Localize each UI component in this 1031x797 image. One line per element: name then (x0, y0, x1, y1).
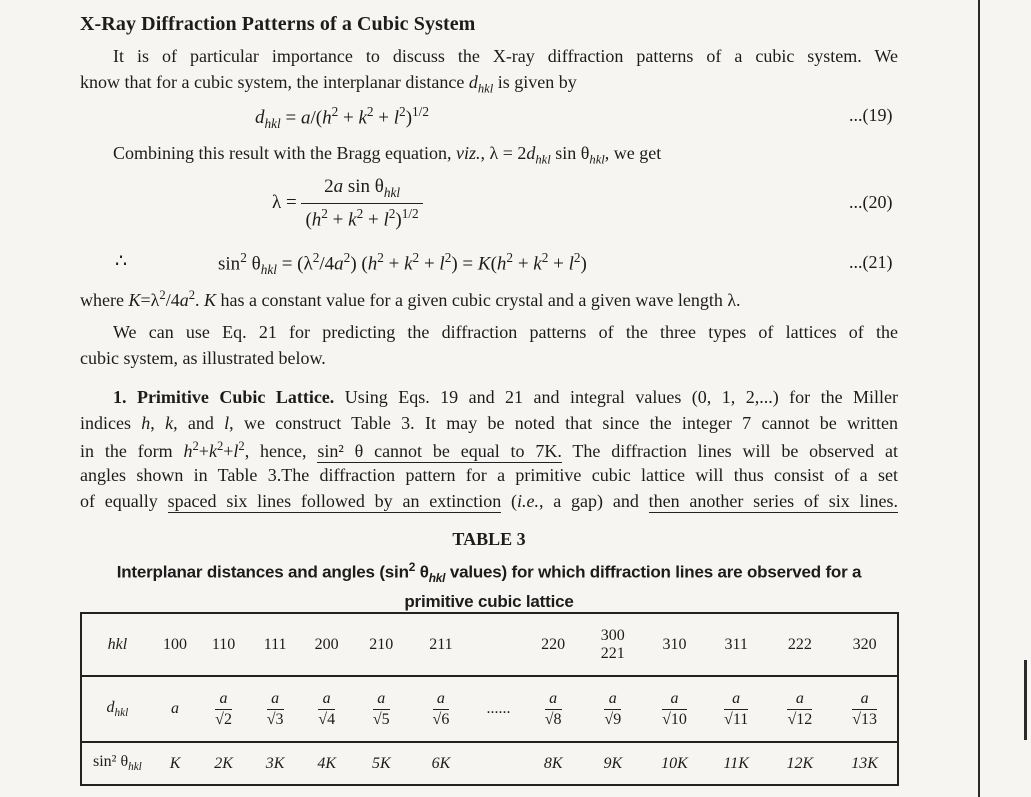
table-cell: $\frac{a}{√13}$ (852, 689, 877, 728)
table-cell: 10K (661, 754, 688, 772)
table-cell: 220 (541, 635, 566, 653)
table-cell: 211 (429, 635, 453, 653)
table-cell: $\frac{a}{√12}$ (787, 689, 813, 728)
paragraph-line: 1. Primitive Cubic Lattice. Using Eqs. 19 and 21 and integral values (0, 1, 2,...) for the Miller (113, 387, 899, 407)
paragraph-line: Combining this result with the Bragg equation, viz., $\lambda = 2d_{hkl}$ $\sin \theta_{hkl}$, we get (113, 143, 662, 167)
underlined-text: spaced six lines followed by an extinction (167, 491, 502, 511)
row-label-d: $d_{hkl}$ (106, 698, 129, 720)
table-cell: 13K (851, 754, 878, 772)
page-margin-rule (978, 0, 980, 797)
table-gap: ...... (486, 700, 511, 717)
table-cell: 9K (603, 754, 623, 772)
equation-fraction: $\frac{2a \sin \theta_{hkl}}{(h^2 + k^2 + l^2)^{1/2}}$ (301, 176, 422, 231)
table-cell (472, 613, 525, 676)
table-cell (472, 742, 525, 785)
table-cell: $\frac{a}{√6}$ (432, 689, 450, 728)
table-cell: $\frac{a}{√3}$ (266, 689, 284, 728)
table-caption: Interplanar distances and angles ($\sin^2$ $\theta_{hkl}$ values) for which diffraction lines are observed for a primitive cubic lattice (116, 560, 862, 612)
table-cell: 320 (852, 635, 877, 653)
table-cell: 6K (431, 754, 451, 772)
equation-21: $\sin^2 \theta_{hkl} = (\lambda^2/4a^2) (h^2 + k^2 + l^2) = K(h^2 + k^2 + l^2)$ (218, 250, 587, 278)
table-cell: a (171, 700, 180, 717)
underlined-text: sin² θ cannot be equal to 7K. (317, 441, 562, 461)
table-cell: $\frac{a}{√11}$ (724, 689, 749, 728)
table-cell: 11K (723, 754, 749, 772)
table-title: TABLE 3 (452, 529, 526, 549)
table-cell: 4K (317, 754, 337, 772)
paragraph-line: of equally spaced six lines followed by an extinction (i.e., a gap) and then another series of six lines. (80, 491, 898, 511)
table-cell: 12K (786, 754, 814, 772)
table-cell: $\frac{a}{√2}$ (215, 689, 232, 728)
table-cell: 222 (787, 635, 812, 653)
table-cell: 110 (211, 635, 236, 653)
table-cell: K (169, 754, 181, 772)
equation-19: $d_{hkl} = a/(h^2 + k^2 + l^2)^{1/2}$ (255, 104, 430, 132)
table-cell: 3K (265, 754, 285, 772)
equation-number: ...(20) (849, 192, 893, 212)
section-title: X-Ray Diffraction Patterns of a Cubic System (80, 13, 476, 35)
table-cell: 210 (369, 635, 394, 653)
underlined-text: then another series of six lines. (648, 491, 898, 511)
table-3 (80, 612, 899, 786)
paragraph-line: It is of particular importance to discuss the X-ray diffraction patterns of a cubic system. We (113, 46, 898, 66)
table-cell: $\frac{a}{√4}$ (318, 689, 336, 728)
paragraph-line: know that for a cubic system, the interplanar distance $d_{hkl}$ is given by (80, 72, 577, 96)
table-cell: $\frac{a}{√8}$ (544, 689, 562, 728)
row-label-hkl: hkl (107, 635, 128, 653)
paragraph-line: We can use Eq. 21 for predicting the diffraction patterns of the three types of lattices of the (113, 322, 898, 342)
table-row-d (81, 676, 898, 742)
table-cell: 310 (662, 635, 687, 653)
table-row-sin2 (81, 742, 898, 785)
table-cell: 100 (163, 635, 188, 653)
row-label-sin2: sin² $\theta_{hkl}$ (92, 753, 142, 774)
table-cell: $\frac{a}{√10}$ (662, 689, 687, 728)
table-cell: $\frac{a}{√5}$ (372, 689, 390, 728)
paragraph-line: cubic system, as illustrated below. (80, 348, 326, 368)
table-cell: 8K (543, 754, 563, 772)
edge-mark (1024, 660, 1027, 740)
paragraph-line: in the form $h^2+k^2+l^2$, hence, sin² θ cannot be equal to 7K. The diffraction lines will be observed at (80, 439, 898, 461)
therefore-symbol: ∴ (115, 251, 128, 272)
equation-number: ...(21) (849, 252, 893, 272)
paragraph-line: indices h, k, and l, we construct Table 3. It may be noted that since the integer 7 cannot be written (80, 413, 898, 433)
equation-20: λ = $\frac{2a \sin \theta_{hkl}}{(h^2 + k^2 + l^2)^{1/2}}$ (272, 176, 423, 231)
table-cell: 111 (263, 635, 287, 653)
table-row-hkl (81, 613, 898, 676)
paragraph-line: where $K=\lambda^2/4a^2$. K has a constant value for a given cubic crystal and a given wave length λ. (80, 288, 741, 310)
paragraph-line: angles shown in Table 3.The diffraction pattern for a primitive cubic lattice will thus consist of a set (80, 465, 898, 485)
equation-number: ...(19) (849, 105, 893, 125)
table-cell: 5K (371, 754, 391, 772)
table-cell: $\frac{a}{√9}$ (604, 689, 622, 728)
table-cell: 200 (314, 635, 339, 653)
table-cell: 2K (214, 754, 233, 772)
table-cell: 311 (724, 635, 748, 653)
table-cell: 300 221 (600, 626, 625, 662)
